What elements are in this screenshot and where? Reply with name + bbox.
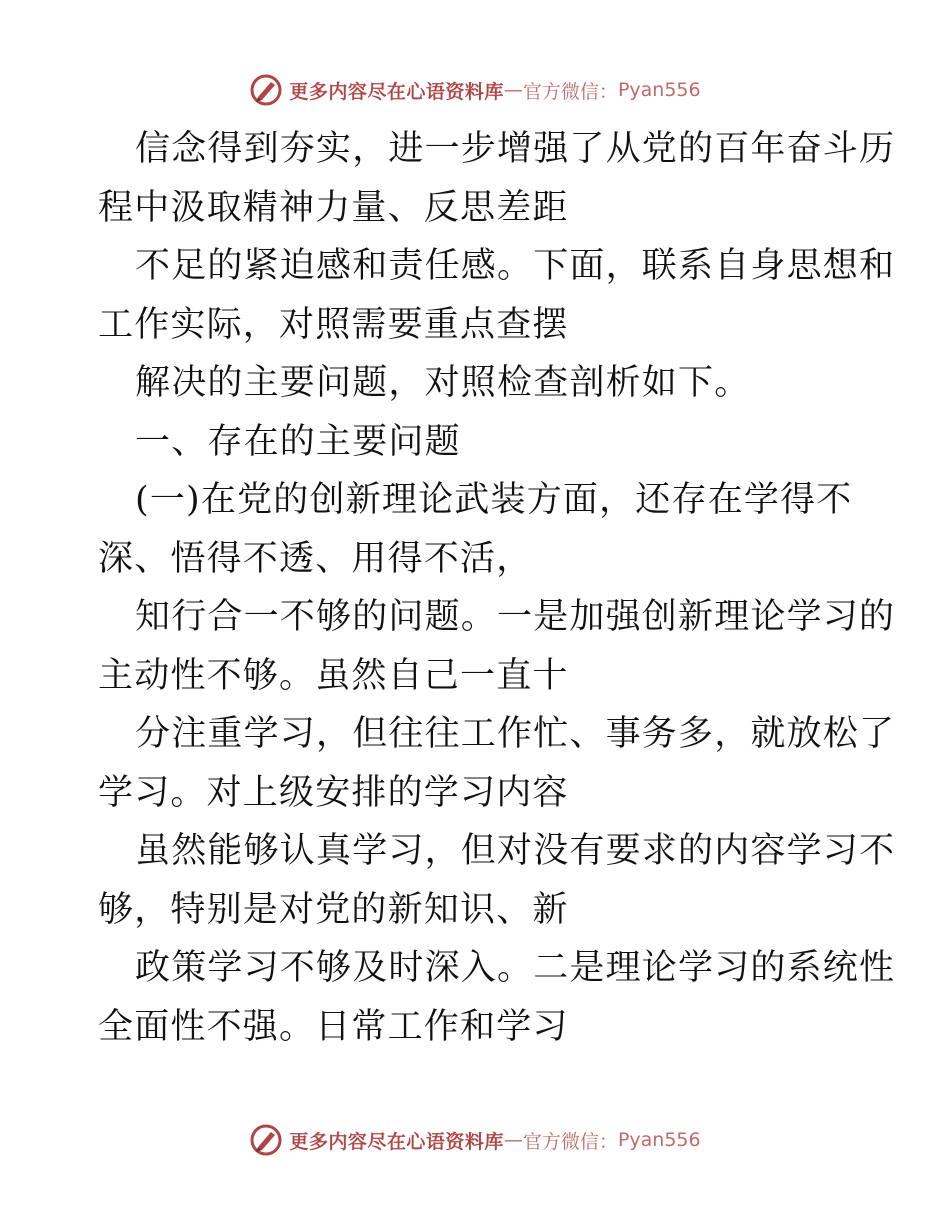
text-line: 主动性不够。虽然自己一直十: [98, 655, 569, 696]
watermark-main-text: 更多内容尽在心语资料库: [289, 80, 504, 103]
watermark-wechat-label: 官方微信：: [522, 80, 618, 103]
pen-logo-icon: [249, 73, 283, 107]
watermark-separator: —: [503, 79, 523, 101]
text-line: 够，特别是对党的新知识、新: [98, 889, 569, 930]
watermark-wechat-id: Pyan556: [617, 1129, 701, 1151]
document-body: [98, 120, 896, 1056]
watermark-wechat-label: 官方微信：: [522, 1130, 618, 1153]
watermark-separator: —: [503, 1129, 523, 1151]
text-line: 信念得到夯实，进一步增强了从党的百年奋斗历: [135, 129, 896, 169]
text-line: (一)在党的创新理论武装方面，还存在学得不: [135, 480, 853, 520]
text-line: 虽然能够认真学习，但对没有要求的内容学习不: [135, 831, 896, 871]
text-line: 政策学习不够及时深入。二是理论学习的系统性: [135, 948, 896, 988]
watermark-wechat-id: Pyan556: [617, 79, 701, 101]
text-line: 程中汲取精神力量、反思差距: [98, 187, 569, 228]
footer-watermark: [0, 1120, 950, 1160]
watermark-main-text: 更多内容尽在心语资料库: [289, 1130, 504, 1153]
section-heading: 一、存在的主要问题: [135, 421, 461, 462]
text-line: 不足的紧迫感和责任感。下面，联系自身思想和: [135, 246, 896, 286]
text-line: 知行合一不够的问题。一是加强创新理论学习的: [135, 597, 896, 637]
text-line: 分注重学习，但往往工作忙、事务多，就放松了: [135, 714, 896, 754]
text-line: 深、悟得不透、用得不活，: [98, 538, 533, 579]
pen-logo-icon: [249, 1123, 283, 1157]
text-line: 学习。对上级安排的学习内容: [98, 772, 569, 813]
text-line: 解决的主要问题，对照检查剖析如下。: [135, 363, 751, 403]
text-line: 工作实际，对照需要重点查摆: [98, 304, 569, 345]
header-watermark: [0, 70, 950, 110]
text-line: 全面性不强。日常工作和学习: [98, 1006, 569, 1047]
